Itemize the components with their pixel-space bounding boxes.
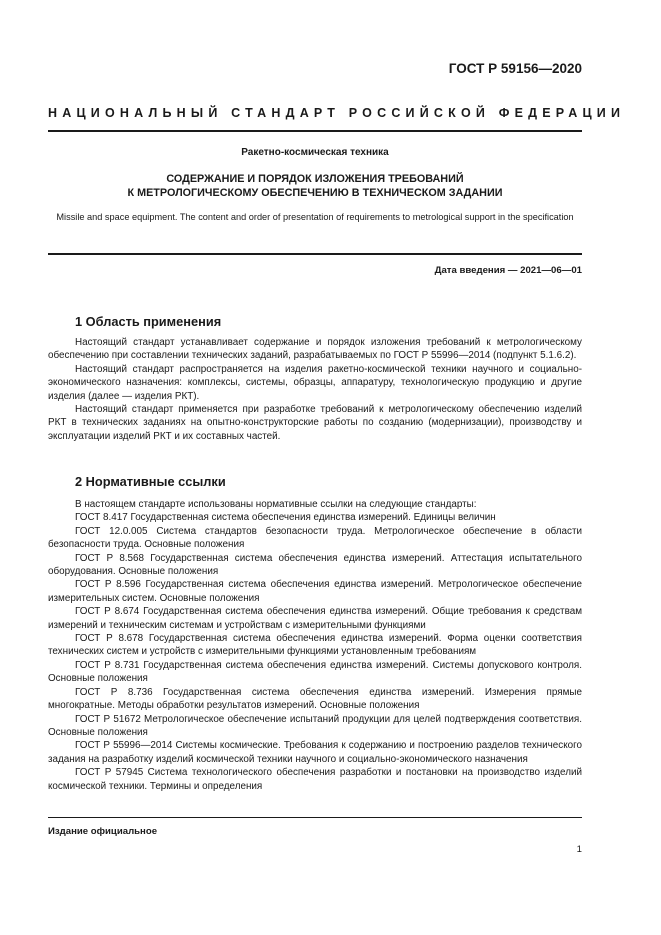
document-title-line-1: СОДЕРЖАНИЕ И ПОРЯДОК ИЗЛОЖЕНИЯ ТРЕБОВАНИЙ	[166, 173, 464, 185]
reference-item: ГОСТ Р 55996—2014 Системы космические. Требования к содержанию и построению разделов технического задания на разработку изделий космической техники научного и социально-экономического назначения	[48, 740, 582, 765]
gost-number: ГОСТ Р 59156—2020	[448, 61, 582, 76]
english-title: Missile and space equipment. The content and order of presentation of requirements to metrological support in the specification	[56, 212, 574, 222]
reference-item: ГОСТ Р 8.736 Государственная система обеспечения единства измерений. Измерения прямые многократные. Методы обработки результатов измерений. Основные положения	[48, 686, 582, 712]
document-title-line-2: К МЕТРОЛОГИЧЕСКОМУ ОБЕСПЕЧЕНИЮ В ТЕХНИЧЕСКОМ ЗАДАНИИ	[127, 187, 503, 199]
document-title	[48, 172, 582, 200]
introduction-date: Дата введения — 2021—06—01	[434, 265, 582, 276]
footer-divider	[48, 817, 582, 818]
reference-item: ГОСТ Р 51672 Метрологическое обеспечение испытаний продукции для целей подтверждения соответствия. Основные положения	[48, 713, 582, 738]
national-standard-banner: НАЦИОНАЛЬНЫЙ СТАНДАРТ РОССИЙСКОЙ ФЕДЕРАЦИИ	[48, 106, 626, 120]
title-divider	[48, 253, 582, 255]
official-edition-label: Издание официальное	[48, 826, 158, 837]
section-heading-scope: 1 Область применения	[75, 314, 222, 329]
reference-item: ГОСТ Р 8.678 Государственная система обеспечения единства измерений. Форма оценки соответствия технических систем и устройств с измерительными функциями установленным требованиям	[48, 633, 582, 658]
paragraph: В настоящем стандарте использованы нормативные ссылки на следующие стандарты:	[75, 499, 477, 510]
reference-item: ГОСТ Р 8.731 Государственная система обеспечения единства измерений. Системы допускового контроля. Основные положения	[48, 659, 582, 685]
paragraph: Настоящий стандарт применяется при разработке требований к метрологическому обеспечению изделий РКТ в технических заданиях на опытно-конструкторские работы по созданию (модернизации), производству и эксплуатации изделий РКТ и их составных частей.	[48, 404, 582, 442]
page-number: 1	[576, 844, 582, 855]
reference-item: ГОСТ 12.0.005 Система стандартов безопасности труда. Метрологическое обеспечение в области безопасности труда. Основные положения	[48, 525, 582, 551]
header-divider	[48, 130, 582, 132]
standard-category: Ракетно-космическая техника	[241, 147, 389, 158]
paragraph: Настоящий стандарт распространяется на изделия ракетно-космической техники научного и социально-экономического назначения: комплексы, системы, образцы, аппаратуру, технологическую продукцию и другие изделия (далее — изделия РКТ).	[48, 363, 582, 402]
reference-item: ГОСТ Р 8.596 Государственная система обеспечения единства измерений. Метрологическое обеспечение измерительных систем. Основные положения	[48, 579, 582, 604]
section-scope-body	[48, 336, 582, 443]
reference-item: ГОСТ Р 57945 Система технологического обеспечения разработки и постановки на производство изделий космической техники. Термины и определения	[48, 767, 582, 792]
section-references-body	[48, 498, 582, 793]
reference-item: ГОСТ 8.417 Государственная система обеспечения единства измерений. Единицы величин	[75, 512, 496, 524]
reference-item: ГОСТ Р 8.568 Государственная система обеспечения единства измерений. Аттестация испытательного оборудования. Основные положения	[48, 552, 582, 578]
section-heading-normative-references: 2 Нормативные ссылки	[75, 474, 226, 489]
reference-item: ГОСТ Р 8.674 Государственная система обеспечения единства измерений. Общие требования к средствам измерений и техническим системам и устройствам с измерительными функциями	[48, 606, 582, 631]
paragraph: Настоящий стандарт устанавливает содержание и порядок изложения требований к метрологическому обеспечению при составлении технических заданий, разрабатываемых по ГОСТ Р 55996—2014 (подпункт 5.1.6.2).	[48, 337, 582, 362]
